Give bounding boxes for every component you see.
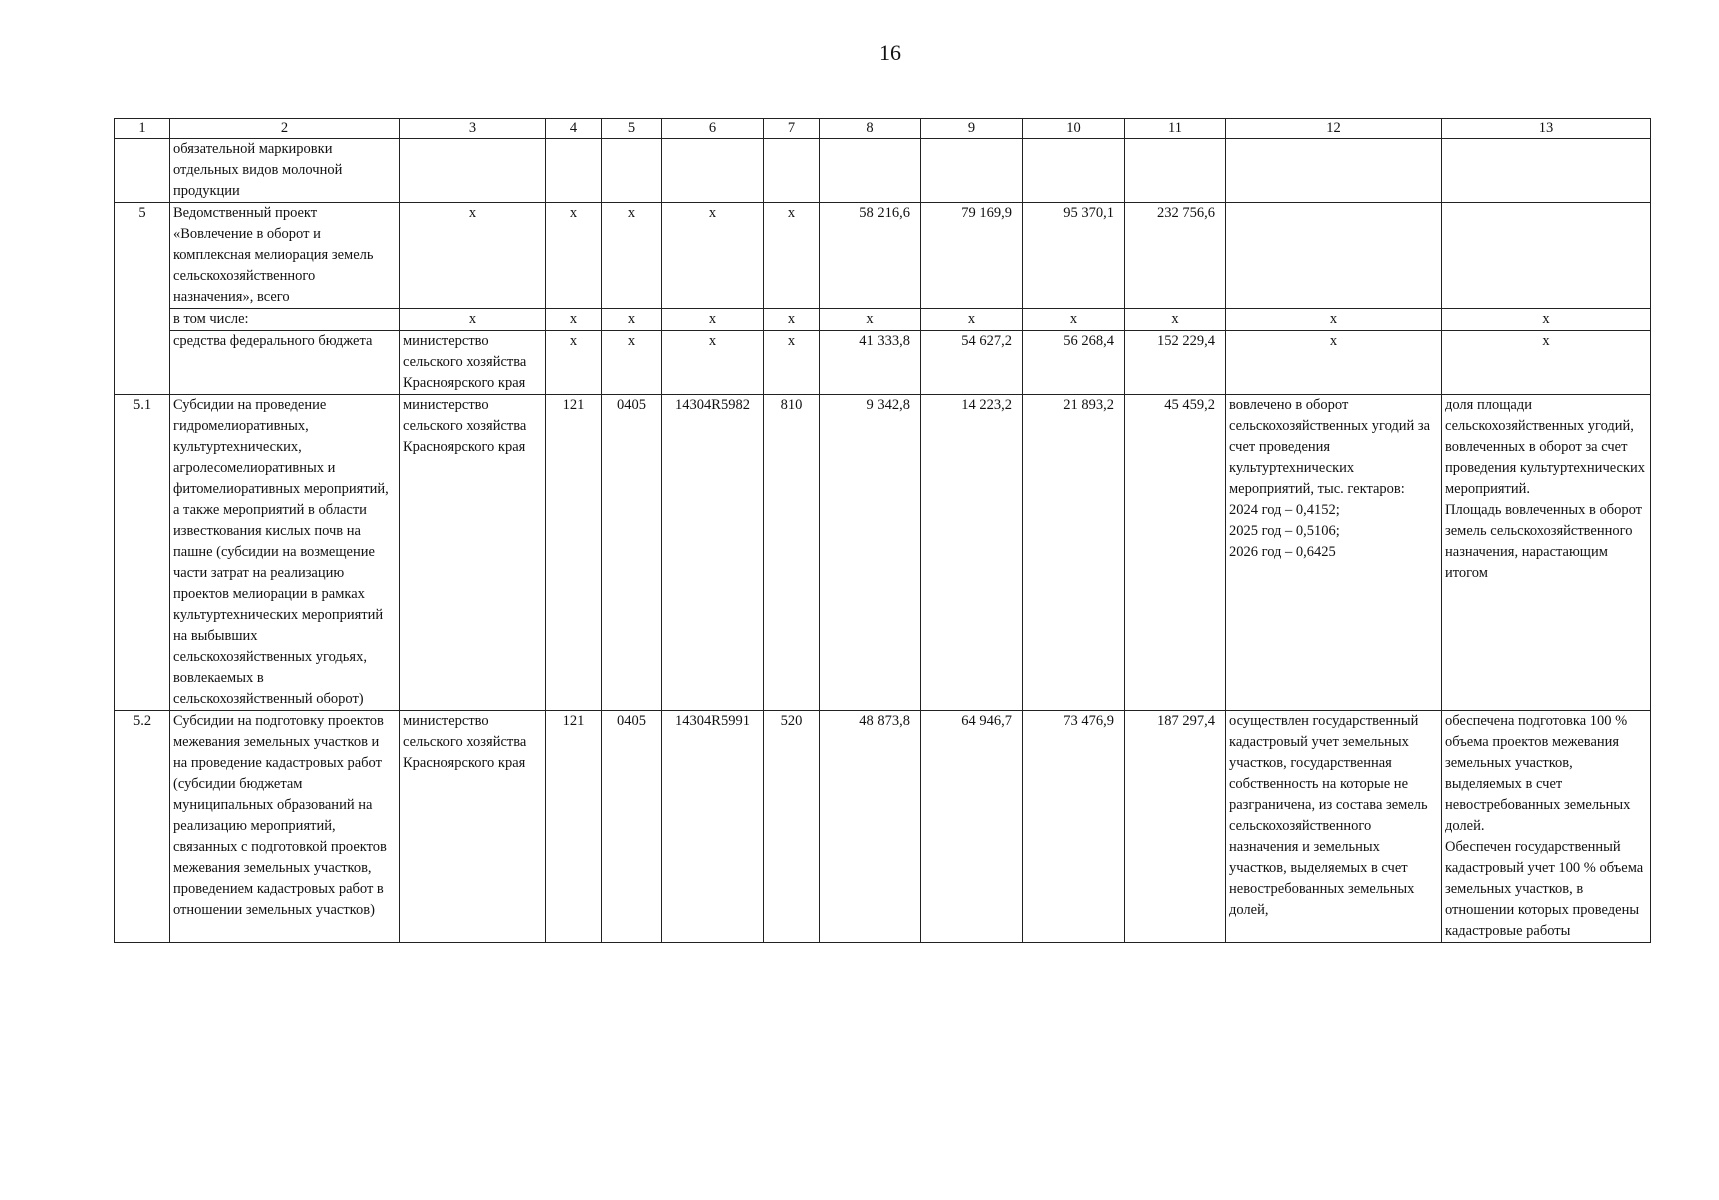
row-number-cell (115, 139, 170, 203)
column-number: 12 (1226, 119, 1442, 139)
indicator-cell (1442, 139, 1651, 203)
value-2026-cell (1023, 139, 1125, 203)
value-2024-cell: 41 333,8 (820, 331, 921, 395)
name-cell: Ведомственный проект «Вовлечение в оборот и комплексная мелиорация земель сельскохозяйственного назначения», всего (170, 203, 400, 309)
value-total-cell (1125, 139, 1226, 203)
name-cell: средства федерального бюджета (170, 331, 400, 395)
value-2024-cell (820, 139, 921, 203)
section-cell (602, 139, 662, 203)
value-2024-cell: 58 216,6 (820, 203, 921, 309)
result-cell (1226, 203, 1442, 309)
column-number: 2 (170, 119, 400, 139)
column-number: 8 (820, 119, 921, 139)
indicator-cell: обеспечена подготовка 100 % объема проектов межевания земельных участков, выделяемых в счет невостребованных земельных долей. Обеспечен государственный кадастровый учет 100 % объема земельных участков, в отношении которых проведены кадастровые работы (1442, 711, 1651, 943)
vr-cell: 810 (764, 395, 820, 711)
column-number: 9 (921, 119, 1023, 139)
column-number: 10 (1023, 119, 1125, 139)
value-total-cell: x (1125, 309, 1226, 331)
vr-cell: x (764, 203, 820, 309)
result-cell: вовлечено в оборот сельскохозяйственных угодий за счет проведения культуртехнических мероприятий, тыс. гектаров: 2024 год – 0,4152; 2025 год – 0,5106; 2026 год – 0,6425 (1226, 395, 1442, 711)
grbs-cell: x (546, 309, 602, 331)
grbs-cell (546, 139, 602, 203)
column-number: 4 (546, 119, 602, 139)
executor-cell: министерство сельского хозяйства Красноярского края (400, 331, 546, 395)
executor-cell (400, 139, 546, 203)
name-cell: Субсидии на подготовку проектов межевания земельных участков и на проведение кадастровых работ (субсидии бюджетам муниципальных образований на реализацию мероприятий, связанных с подготовкой проектов межевания земельных участков, проведением кадастровых работ в отношении земельных участков) (170, 711, 400, 943)
row-number-cell: 5.2 (115, 711, 170, 943)
value-2025-cell: 14 223,2 (921, 395, 1023, 711)
value-total-cell: 45 459,2 (1125, 395, 1226, 711)
value-2024-cell: x (820, 309, 921, 331)
vr-cell: x (764, 331, 820, 395)
value-2025-cell: 64 946,7 (921, 711, 1023, 943)
csr-cell: x (662, 309, 764, 331)
value-2026-cell: 21 893,2 (1023, 395, 1125, 711)
indicator-cell: доля площади сельскохозяйственных угодий, вовлеченных в оборот за счет проведения культуртехнических мероприятий. Площадь вовлеченных в оборот земель сельскохозяйственного назначения, нарастающим итогом (1442, 395, 1651, 711)
result-cell: осуществлен государственный кадастровый учет земельных участков, государственная собственность на которые не разграничена, из состава земель сельскохозяйственного назначения и земельных участков, выделяемых в счет невостребованных земельных долей, (1226, 711, 1442, 943)
value-2025-cell: 54 627,2 (921, 331, 1023, 395)
value-2025-cell: x (921, 309, 1023, 331)
csr-cell: 14304R5982 (662, 395, 764, 711)
column-number: 13 (1442, 119, 1651, 139)
value-2026-cell: 95 370,1 (1023, 203, 1125, 309)
executor-cell: x (400, 309, 546, 331)
grbs-cell: 121 (546, 395, 602, 711)
grbs-cell: x (546, 331, 602, 395)
vr-cell (764, 139, 820, 203)
grbs-cell: x (546, 203, 602, 309)
page-number: 16 (879, 40, 901, 65)
value-2024-cell: 9 342,8 (820, 395, 921, 711)
executor-cell: x (400, 203, 546, 309)
csr-cell: 14304R5991 (662, 711, 764, 943)
value-2026-cell: x (1023, 309, 1125, 331)
column-number-row (115, 119, 1651, 139)
table-row (115, 395, 1651, 711)
value-2026-cell: 73 476,9 (1023, 711, 1125, 943)
table-row (115, 203, 1651, 309)
executor-cell: министерство сельского хозяйства Красноярского края (400, 395, 546, 711)
result-cell: x (1226, 309, 1442, 331)
executor-cell: министерство сельского хозяйства Красноярского края (400, 711, 546, 943)
column-number: 1 (115, 119, 170, 139)
result-cell (1226, 139, 1442, 203)
csr-cell: x (662, 203, 764, 309)
value-2025-cell: 79 169,9 (921, 203, 1023, 309)
indicator-cell: x (1442, 309, 1651, 331)
table-row (115, 309, 1651, 331)
budget-table (114, 118, 1651, 943)
column-number: 5 (602, 119, 662, 139)
column-number: 11 (1125, 119, 1226, 139)
section-cell: 0405 (602, 395, 662, 711)
name-cell: Субсидии на проведение гидромелиоративных, культуртехнических, агролесомелиоративных и фитомелиоративных мероприятий, а также мероприятий в области известкования кислых почв на пашне (субсидии на возмещение части затрат на реализацию проектов мелиорации в рамках культуртехнических мероприятий на выбывших сельскохозяйственных угодьях, вовлекаемых в сельскохозяйственный оборот) (170, 395, 400, 711)
row-number-cell: 5.1 (115, 395, 170, 711)
name-cell: в том числе: (170, 309, 400, 331)
value-total-cell: 232 756,6 (1125, 203, 1226, 309)
table-row (115, 711, 1651, 943)
value-2026-cell: 56 268,4 (1023, 331, 1125, 395)
vr-cell: x (764, 309, 820, 331)
table-row (115, 331, 1651, 395)
csr-cell: x (662, 331, 764, 395)
csr-cell (662, 139, 764, 203)
column-number: 6 (662, 119, 764, 139)
row-number-cell: 5 (115, 203, 170, 395)
indicator-cell: x (1442, 331, 1651, 395)
section-cell: x (602, 331, 662, 395)
value-2024-cell: 48 873,8 (820, 711, 921, 943)
table-row (115, 139, 1651, 203)
result-cell: x (1226, 331, 1442, 395)
value-total-cell: 187 297,4 (1125, 711, 1226, 943)
section-cell: 0405 (602, 711, 662, 943)
value-2025-cell (921, 139, 1023, 203)
column-number: 3 (400, 119, 546, 139)
grbs-cell: 121 (546, 711, 602, 943)
vr-cell: 520 (764, 711, 820, 943)
value-total-cell: 152 229,4 (1125, 331, 1226, 395)
indicator-cell (1442, 203, 1651, 309)
section-cell: x (602, 309, 662, 331)
name-cell: обязательной маркировки отдельных видов молочной продукции (170, 139, 400, 203)
column-number: 7 (764, 119, 820, 139)
section-cell: x (602, 203, 662, 309)
